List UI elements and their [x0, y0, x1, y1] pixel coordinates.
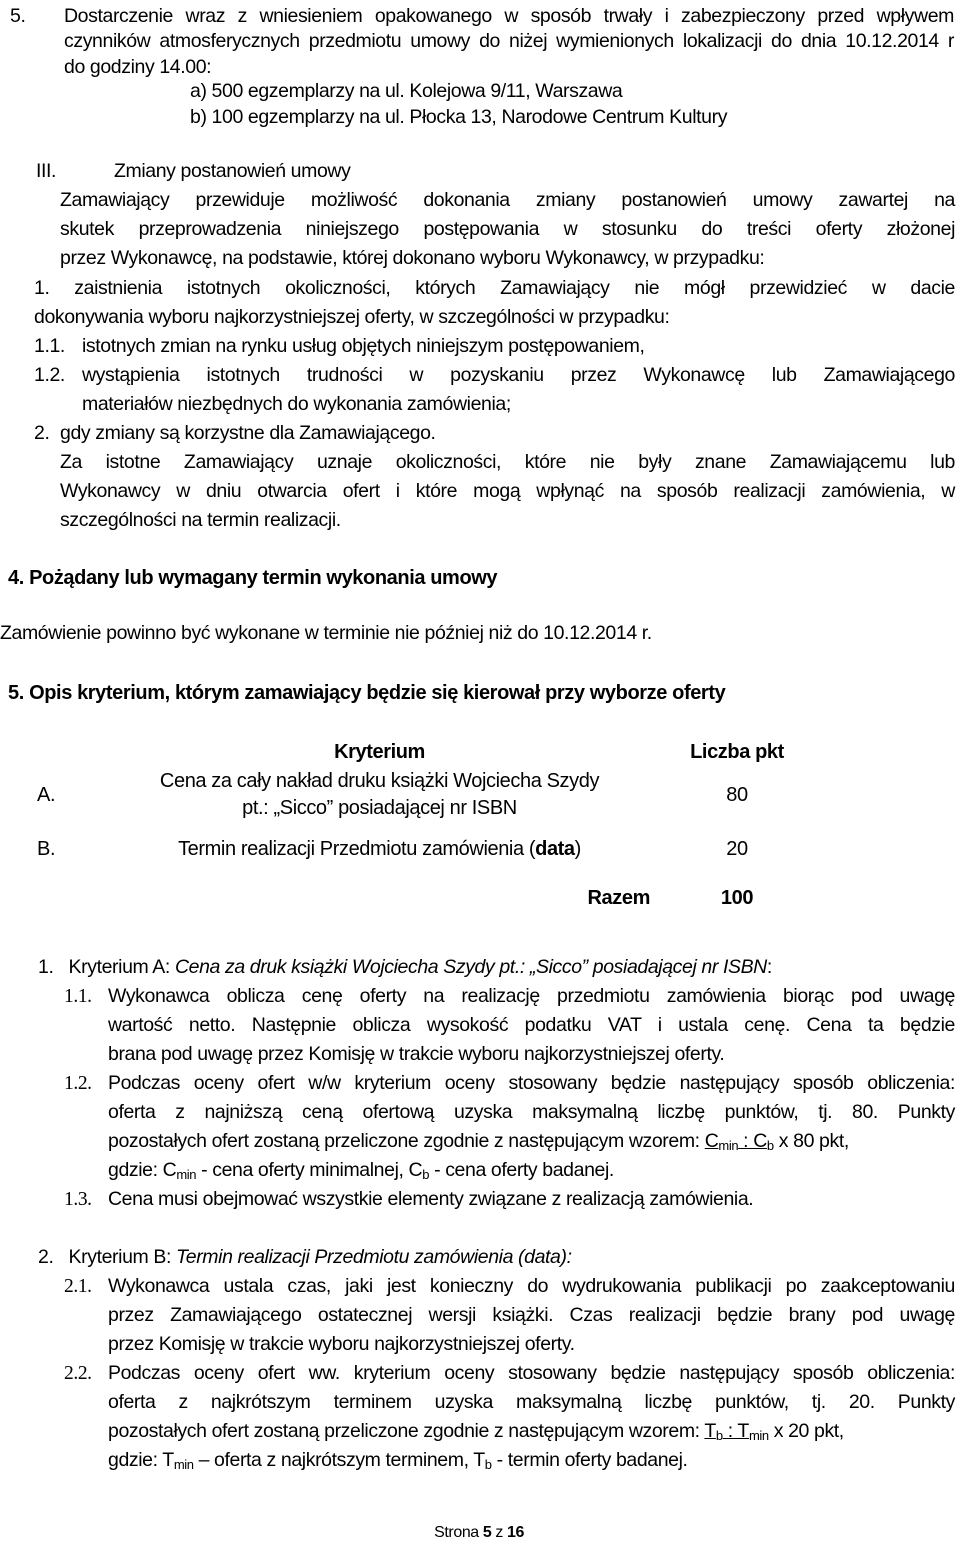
section4-title: Pożądany lub wymagany termin wykonania umowy: [29, 567, 498, 589]
section3-item11-text: istotnych zmian na rynku usług objętych niniejszym postępowaniem,: [82, 335, 645, 357]
page-footer: Strona 5 z 16: [434, 1524, 524, 1541]
criterion-a-2-line: oferta z najniższą ceną ofertową uzyska maksymalną liczbę punktów, tj. 80. Punkty: [108, 1101, 955, 1123]
section3-closing-line: Wykonawcy w dniu otwarcia ofert i które mogą wpłynąć na sposób realizacji zamówienia, w: [60, 480, 955, 502]
criterion-a-heading: 1. Kryterium A: Cena za druk książki Wojciecha Szydy pt.: „Sicco” posiadającej nr ISBN:: [38, 956, 772, 978]
section3-closing-line: szczególności na termin realizacji.: [60, 509, 341, 531]
table-total-row: [37, 875, 812, 921]
item5-line-3: do godziny 14.00:: [64, 56, 212, 78]
section3-item12-line: wystąpienia istotnych trudności w pozyskaniu przez Wykonawcę lub Zamawiającego: [82, 364, 955, 386]
row-a-criterion: [97, 767, 662, 823]
table-header-points: Liczba pkt: [690, 740, 784, 763]
row-a-label: A.: [37, 783, 56, 806]
criterion-b-2-legend: gdzie: $T_{min}$ – oferta z najkrótszym terminem, $T_b$ - termin oferty badanej.: [108, 1449, 688, 1472]
criterion-b-title: Termin realizacji Przedmiotu zamówienia (data):: [176, 1246, 572, 1268]
row-a-line: Cena za cały nakład druku książki Wojciecha Szydy: [159, 770, 600, 792]
item5-number: 5.: [10, 5, 26, 27]
total-label: Razem: [587, 886, 650, 909]
criterion-b-1-number: 2.1.: [64, 1276, 92, 1297]
section3-item12-number: 1.2.: [34, 364, 65, 386]
section3-paragraph-line: skutek przeprowadzenia niniejszego postępowania w stosunku do treści oferty złożonej: [60, 218, 955, 240]
criteria-table: [37, 737, 812, 921]
criterion-a-number: 1.: [38, 956, 54, 978]
criterion-b-2-number: 2.2.: [64, 1363, 92, 1384]
row-b-points: 20: [726, 837, 748, 860]
section4-heading: [8, 567, 497, 590]
total-pages: 16: [506, 1524, 524, 1541]
section4-text: Zamówienie powinno być wykonane w terminie nie później niż do 10.12.2014 r.: [0, 622, 652, 644]
criterion-a-1-line: brana pod uwagę przez Komisję w trakcie wyboru najkorzystniejszej oferty.: [108, 1043, 725, 1065]
section5-title: Opis kryterium, którym zamawiający będzie się kierował przy wyborze oferty: [29, 682, 726, 704]
criterion-b-1-line: przez Zamawiającego ostatecznej wersji książki. Czas realizacji będzie brany pod uwagę: [108, 1304, 955, 1326]
item5-sub-a: a) 500 egzemplarzy na ul. Kolejowa 9/11, Warszawa: [190, 80, 623, 102]
row-a-line: pt.: „Sicco” posiadającej nr ISBN: [242, 797, 517, 819]
item5-sub-b: b) 100 egzemplarzy na ul. Płocka 13, Narodowe Centrum Kultury: [190, 106, 728, 128]
criterion-a-2-number: 1.2.: [64, 1073, 92, 1094]
current-page: 5: [482, 1524, 492, 1541]
criterion-a-3-number: 1.3.: [64, 1189, 92, 1210]
table-row: [37, 823, 812, 875]
criterion-a-3-text: Cena musi obejmować wszystkie elementy związane z realizacją zamówienia.: [108, 1188, 754, 1210]
row-b-label: B.: [37, 837, 56, 860]
criterion-b-2-formula-line: pozostałych ofert zostaną przeliczone zgodnie z następującym wzorem: $T_b$ : $T_{min}$ x 20 pkt,: [108, 1420, 844, 1443]
section3-item12-line: materiałów niezbędnych do wykonania zamówienia;: [82, 393, 511, 415]
table-header-criterion: Kryterium: [334, 740, 425, 763]
section3-paragraph-line: przez Wykonawcę, na podstawie, której dokonano wyboru Wykonawcy, w przypadku:: [60, 247, 765, 269]
criterion-a-label: Kryterium A:: [68, 956, 175, 978]
criterion-b-1-line: Wykonawca ustala czas, jaki jest konieczny do wydrukowania publikacji po zaakceptowaniu: [108, 1275, 955, 1297]
formula-b: $T_b$ : $T_{min}$: [704, 1420, 769, 1443]
criterion-a-1-line: wartość netto. Następnie oblicza wysokość podatku VAT i ustala cenę. Cena ta będzie: [108, 1014, 955, 1036]
section3-number: III.: [36, 160, 57, 182]
section3-item2-number: 2.: [34, 422, 50, 444]
section3-item1-line: dokonywania wyboru najkorzystniejszej oferty, w szczególności w przypadku:: [34, 306, 670, 328]
item5-line-2: czynników atmosferycznych przedmiotu umowy do niżej wymienionych lokalizacji do dnia 10.12.2014 r: [64, 30, 954, 52]
criterion-a-2-formula-line: pozostałych ofert zostaną przeliczone zgodnie z następującym wzorem: $C_{min}$ : $C_b$ x 80 pkt,: [108, 1130, 849, 1153]
section3-title: Zmiany postanowień umowy: [114, 160, 351, 182]
row-b-criterion: Termin realizacji Przedmiotu zamówienia (data): [178, 837, 581, 860]
criterion-a-1-number: 1.1.: [64, 986, 92, 1007]
criterion-b-number: 2.: [38, 1246, 54, 1268]
criterion-a-1-line: Wykonawca oblicza cenę oferty na realizację przedmiotu zamówienia biorąc pod uwagę: [108, 985, 955, 1007]
criterion-b-1-line: przez Komisję w trakcie wyboru najkorzystniejszej oferty.: [108, 1333, 575, 1355]
criterion-b-heading: [38, 1246, 572, 1269]
criterion-a-2-line: Podczas oceny ofert w/w kryterium oceny stosowany będzie następujący sposób obliczenia:: [108, 1072, 955, 1094]
criterion-b-2-line: oferta z najkrótszym terminem uzyska maksymalną liczbę punktów, tj. 20. Punkty: [108, 1391, 955, 1413]
formula-a: $C_{min}$ : $C_b$: [704, 1130, 774, 1153]
table-row: [37, 767, 812, 823]
section5-number: 5.: [8, 682, 24, 704]
row-a-points: 80: [726, 783, 748, 806]
criterion-b-2-line: Podczas oceny ofert ww. kryterium oceny stosowany będzie następujący sposób obliczenia:: [108, 1362, 955, 1384]
criterion-a-title: Cena za druk książki Wojciecha Szydy pt.: „Sicco” posiadającej nr ISBN: [174, 956, 767, 978]
total-points: 100: [720, 886, 754, 909]
section3-closing-line: Za istotne Zamawiający uznaje okoliczności, które nie były znane Zamawiającemu lub: [60, 451, 955, 473]
section3-item1-line: 1. zaistnienia istotnych okoliczności, których Zamawiający nie mógł przewidzieć w dacie: [34, 277, 955, 299]
section5-heading: [8, 682, 725, 705]
item5-line-1: Dostarczenie wraz z wniesieniem opakowanego w sposób trwały i zabezpieczony przed wpływem: [64, 5, 954, 27]
section3-paragraph-line: Zamawiający przewiduje możliwość dokonania zmiany postanowień umowy zawartej na: [60, 189, 955, 211]
criterion-b-label: Kryterium B:: [68, 1246, 177, 1268]
table-header-row: [37, 737, 812, 767]
section3-item11-number: 1.1.: [34, 335, 65, 357]
section3-item2-text: gdy zmiany są korzystne dla Zamawiającego.: [60, 422, 436, 444]
section4-number: 4.: [8, 567, 24, 589]
criterion-a-2-legend: gdzie: $C_{min}$ - cena oferty minimalnej, $C_b$ - cena oferty badanej.: [108, 1159, 614, 1182]
